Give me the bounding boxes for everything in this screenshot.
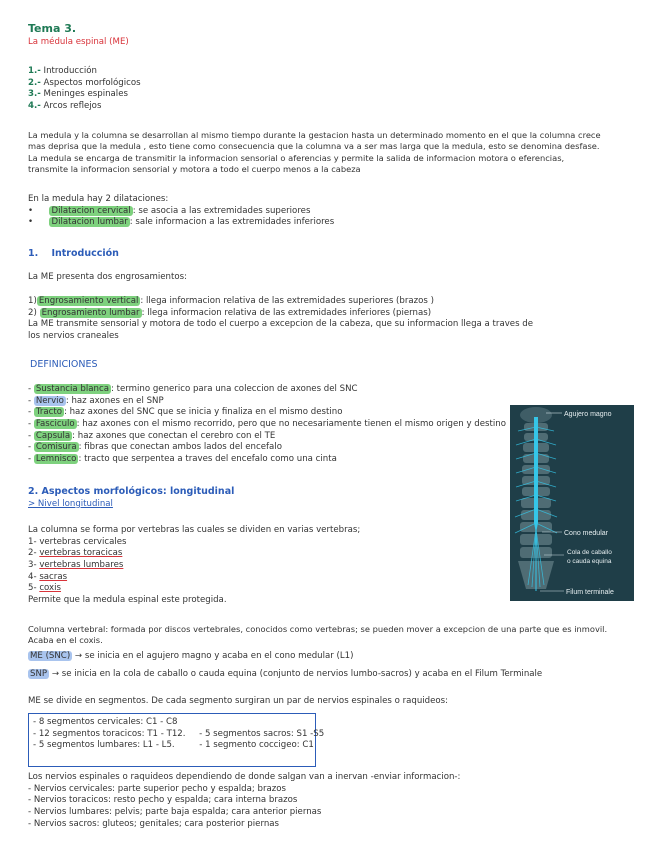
columna-block: Columna vertebral: formada por discos vertebrales, conocidos como vertebras; se pueden mover a excepcion de una parte que es inmovil. Acaba en el coxis.: [28, 624, 608, 646]
me-line: ME (SNC) → se inicia en el agujero magno y acaba en el cono medular (L1): [30, 651, 354, 661]
spinal-cord: [534, 417, 538, 533]
section1-lead: La ME presenta dos engrosamientos:: [28, 272, 187, 282]
page-subtitle: La médula espinal (ME): [28, 36, 129, 47]
label-cono-medular: Cono medular: [564, 530, 608, 537]
note-line: los nervios craneales: [28, 331, 119, 342]
bullet-item: • Dilatacion lumbar : sale informacion a las extremidades inferiores: [28, 217, 335, 228]
engrosamiento-item: 1) Engrosamiento vertical : llega informacion relativa de las extremidades superiores (brazos ): [28, 296, 434, 306]
definition-item: - Comisura : fibras que conectan ambos lados del encefalo: [28, 442, 282, 453]
section-aspectos: [28, 486, 628, 511]
page-title: Tema 3.: [28, 22, 77, 35]
definition-item: - Tracto : haz axones del SNC que se inicia y finaliza en el mismo destino: [28, 407, 343, 418]
dilataciones: [28, 194, 628, 229]
index-item: 1.- Introducción: [28, 66, 97, 76]
vertebra-item: 5- coxis: [28, 583, 61, 594]
label-cola-caballo-1: Cola de caballo: [567, 549, 612, 556]
label-agujero-magno: Agujero magno: [564, 411, 612, 418]
label-cola-caballo-2: o cauda equina: [567, 558, 612, 565]
nervios-block: Los nervios espinales o raquideos dependiendo de donde salgan van a inervan -enviar informacion-: - Nervios cervicales: parte superior pecho y espalda; brazos - Nervios toracicos: resto pecho y espalda; cara interna brazos - Nervios lumbares: pelvis; parte baja espalda; cara anterior piernas - Nervios sacros: gluteos; genitales; cara posterior piernas: [28, 772, 628, 830]
nervio-item: - Nervios sacros: gluteos; genitales; cara posterior piernas: [28, 818, 280, 829]
section-heading: 1. Introducción: [28, 248, 119, 259]
intro-paragraph: [28, 130, 628, 175]
index-item: 4.- Arcos reflejos: [28, 101, 102, 112]
nervio-item: - Nervios lumbares: pelvis; parte baja espalda; cara anterior piernas: [28, 807, 322, 818]
paragraph-line: mas deprisa que la medula , esto tiene como consecuencia que la columna va a ser mas larga que la medula, esto se denomina desfase.: [28, 141, 600, 152]
definition-item: - Nervio : haz axones en el SNP: [28, 395, 164, 406]
definiciones-heading: DEFINICIONES: [30, 359, 98, 370]
engrosamiento-item: 2) Engrosamiento lumbar : llega informacion relativa de las extremidades inferiores (piernas): [28, 307, 432, 318]
bullet-item: • Dilatacion cervical : se asocia a las extremidades superiores: [28, 205, 311, 216]
definition-item: - Sustancia blanca : termino generico para una coleccion de axones del SNC: [28, 384, 358, 394]
note-line: La ME transmite sensorial y motora de todo el cuerpo a excepcion de la cabeza, que su informacion llega a traves de: [28, 319, 534, 330]
index-list: [28, 66, 628, 113]
paragraph-line: La medula se encarga de transmitir la informacion sensorial o aferencias y permite la salida de informacion motora o eferencias,: [28, 152, 565, 163]
paragraph-line: La medula y la columna se desarrollan al mismo tiempo durante la gestacion hasta un determinado momento en el que la columna crece: [28, 130, 601, 140]
segments-box: - 8 segmentos cervicales: C1 - C8 - 12 segmentos toracicos: T1 - T12. - 5 segmentos sacros: S1 -S5 - 5 segmentos lumbares: L1 - L5. - 1 segmento coccigeo: C1: [28, 713, 316, 767]
vertebra-item: 3- vertebras lumbares: [28, 560, 124, 571]
label-filum-terminale: Filum terminale: [566, 589, 614, 596]
definiciones-list: [28, 384, 504, 466]
nervio-item: - Nervios cervicales: parte superior pecho y espalda; brazos: [28, 783, 287, 794]
vertebra-item: 4- sacras: [28, 571, 68, 582]
definition-item: - Fasciculo : haz axones con el mismo recorrido, pero que no necesariamente tienen el mismo origen y destino: [28, 419, 506, 430]
dilataciones-intro: En la medula hay 2 dilataciones:: [28, 194, 169, 204]
vertebra-item: 1- vertebras cervicales: [28, 536, 127, 547]
engrosamientos: [28, 296, 628, 343]
definition-item: - Lemnisco : tracto que serpentea a traves del encefalo como una cinta: [28, 454, 337, 465]
index-item: 2.- Aspectos morfológicos: [28, 77, 141, 88]
vertebra-item: 2- vertebras toracicas: [28, 548, 123, 559]
segments-intro: ME se divide en segmentos. De cada segmento surgiran un par de nervios espinales o raquideos:: [28, 696, 449, 706]
vertebras-block: La columna se forma por vertebras las cuales se dividen en varias vertebras; 1- vertebras cervicales 2- vertebras toracicas 3- vertebras lumbares 4- sacras 5- coxis Permite que la medula espinal este protegida.: [28, 525, 498, 607]
section-introduccion: [28, 248, 628, 261]
index-item: 3.- Meninges espinales: [28, 89, 128, 100]
snp-line: SNP → se inicia en la cola de caballo o cauda equina (conjunto de nervios lumbo-sacros) y acaba en el Filum Terminale: [30, 669, 543, 679]
header: [28, 22, 628, 49]
subheading: > Nivel longitudinal: [28, 498, 113, 509]
definition-item: - Capsula : haz axones que conectan el cerebro con el TE: [28, 430, 276, 441]
nervio-item: - Nervios toracicos: resto pecho y espalda; cara interna brazos: [28, 795, 298, 806]
section-heading: 2. Aspectos morfológicos: longitudinal: [28, 486, 235, 497]
paragraph-line: transmite la informacion sensorial y motora a todo el cuerpo menos a la cabeza: [28, 163, 361, 174]
